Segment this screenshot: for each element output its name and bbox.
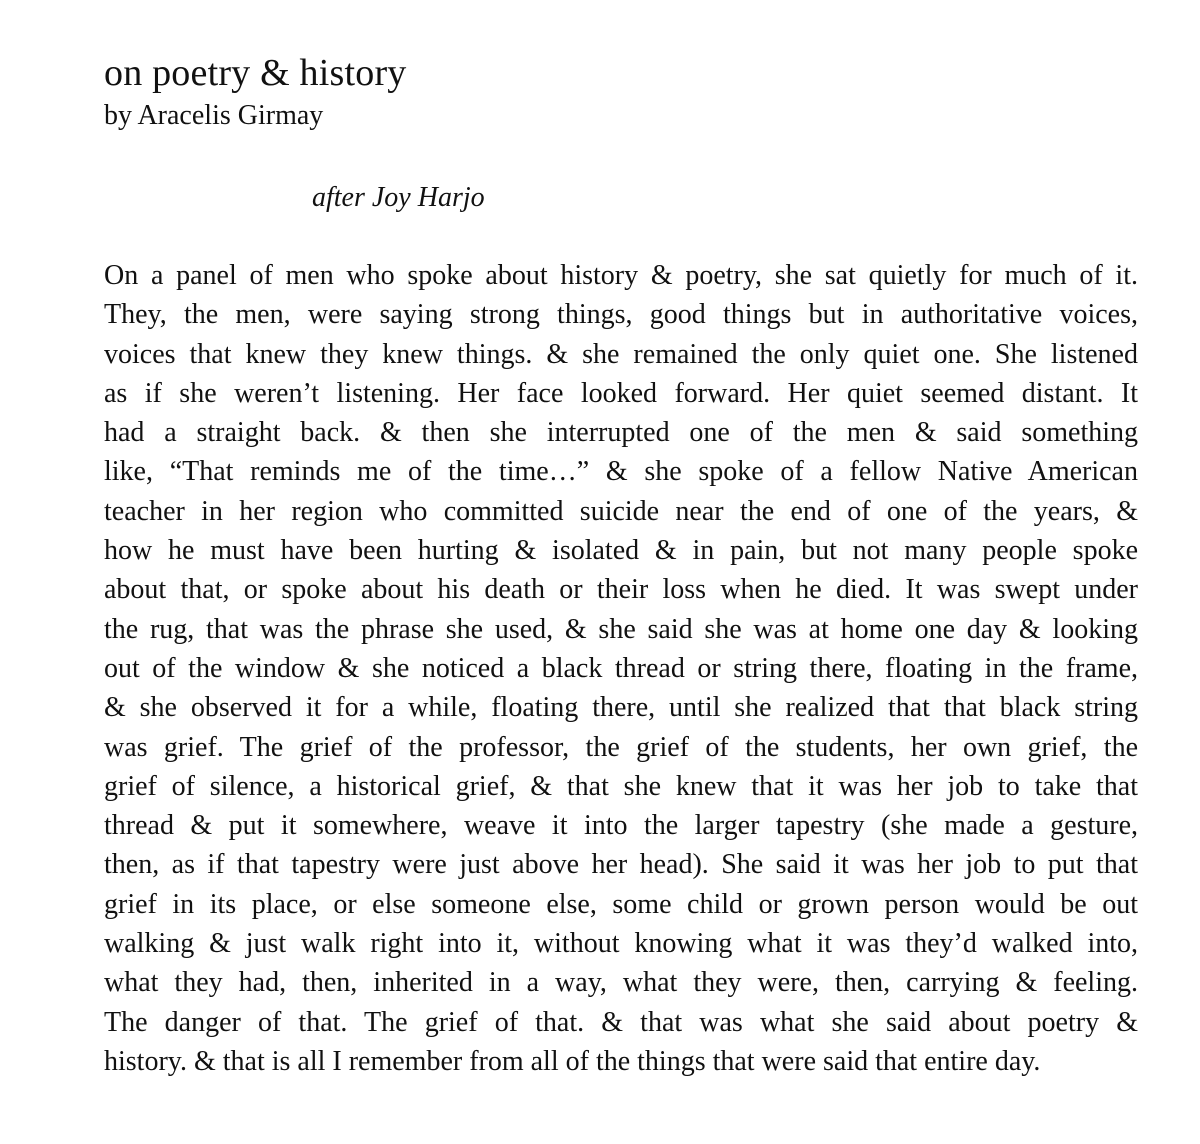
poem-body (104, 256, 1138, 1081)
poem-line: what they had, then, inherited in a way, what they were, then, carrying & feeling. (104, 967, 1138, 999)
poem-line: history. & that is all I remember from all of the things that were said that entire day. (104, 1045, 1041, 1077)
poem-line: grief of silence, a historical grief, & that she knew that it was her job to take that (104, 770, 1138, 802)
poem-line: & she observed it for a while, floating there, until she realized that that black string (104, 692, 1138, 724)
poem-line: then, as if that tapestry were just above her head). She said it was her job to put that (104, 849, 1138, 881)
poem-line: like, “That reminds me of the time…” & she spoke of a fellow Native American (104, 456, 1138, 488)
poem-title: on poetry & history (104, 52, 407, 94)
poem-line: was grief. The grief of the professor, the grief of the students, her own grief, the (104, 731, 1138, 763)
poem-line: teacher in her region who committed suicide near the end of one of the years, & (104, 495, 1138, 527)
poem-line: On a panel of men who spoke about history & poetry, she sat quietly for much of it. (104, 260, 1138, 291)
poem-line: about that, or spoke about his death or their loss when he died. It was swept under (104, 574, 1138, 606)
poem-line: how he must have been hurting & isolated & in pain, but not many people spoke (104, 535, 1138, 567)
poem-line: had a straight back. & then she interrupted one of the men & said something (104, 417, 1138, 449)
poem-line: voices that knew they knew things. & she remained the only quiet one. She listened (104, 338, 1138, 370)
poem-line: walking & just walk right into it, without knowing what it was they’d walked into, (104, 928, 1138, 960)
poem-line: The danger of that. The grief of that. & that was what she said about poetry & (104, 1006, 1138, 1038)
poem-line: as if she weren’t listening. Her face looked forward. Her quiet seemed distant. It (104, 377, 1138, 409)
poem-line: They, the men, were saying strong things, good things but in authoritative voices, (104, 299, 1138, 331)
poem-line: out of the window & she noticed a black thread or string there, floating in the frame, (104, 652, 1138, 684)
poem-line: thread & put it somewhere, weave it into the larger tapestry (she made a gesture, (104, 810, 1138, 842)
poem-line: grief in its place, or else someone else, some child or grown person would be out (104, 888, 1138, 920)
poem-line: the rug, that was the phrase she used, & she said she was at home one day & looking (104, 613, 1138, 645)
poem-dedication: after Joy Harjo (312, 182, 485, 213)
poem-byline: by Aracelis Girmay (104, 100, 324, 131)
